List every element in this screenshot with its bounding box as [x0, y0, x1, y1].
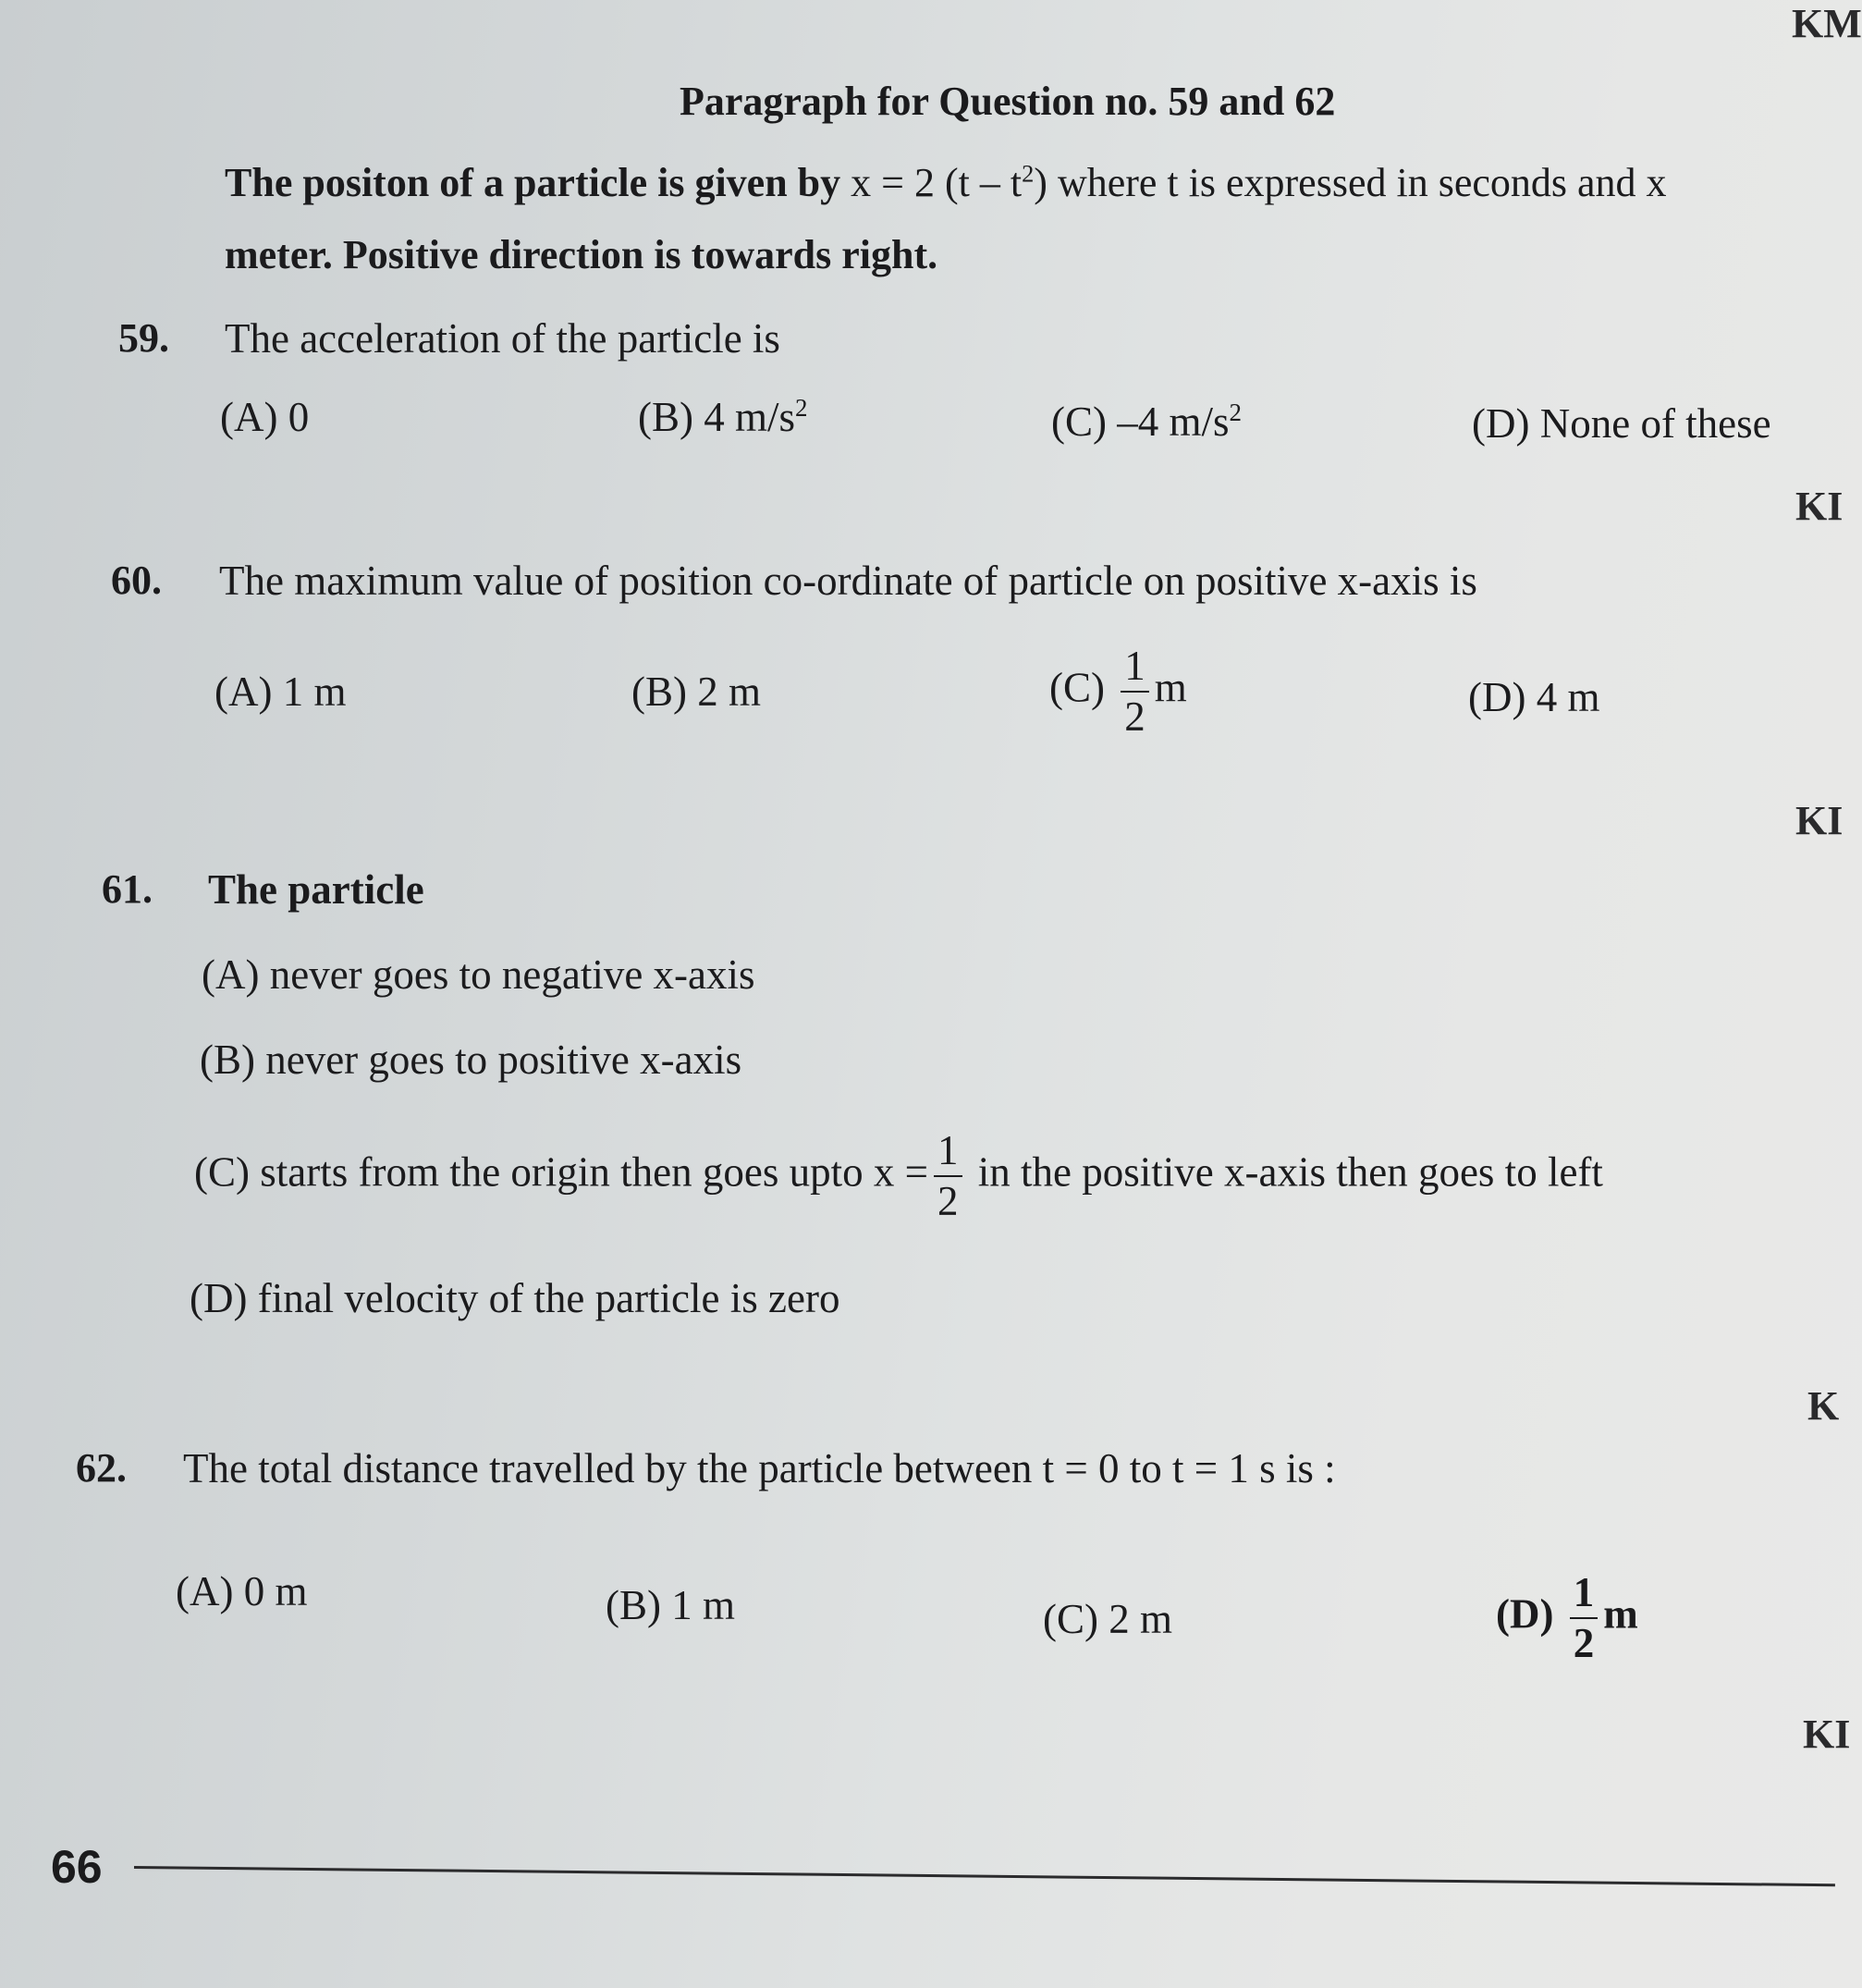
position-formula: x = 2 $(t - t^2)$ — [851, 159, 1047, 205]
option-a: (A) 0 m — [176, 1568, 308, 1614]
paragraph-line-1 — [225, 159, 1667, 206]
option-a: (A) 1 m — [214, 669, 347, 715]
paragraph-intro: The positon of a particle is given by — [225, 160, 841, 205]
question-text: The maximum value of position co-ordinate of particle on positive x-axis is — [219, 558, 1477, 604]
option-a: (A) never goes to negative x-axis — [202, 951, 755, 998]
option-b: (B) 4 $m/s^2$ — [638, 394, 808, 440]
option-d: (D) None of these — [1472, 400, 1771, 447]
footer-rule — [134, 1866, 1835, 1886]
question-text: The acceleration of the particle is — [225, 315, 780, 362]
corner-mark: KI — [1795, 798, 1844, 843]
question-text: The particle — [208, 866, 424, 913]
question-text: The total distance travelled by the particle between t = 0 to t = 1 s is : — [183, 1445, 1336, 1491]
question-number: 62. — [76, 1445, 127, 1491]
corner-mark: K — [1807, 1383, 1840, 1429]
fraction: $\frac{1}{2}$ — [1570, 1572, 1599, 1664]
option-b: (B) 2 m — [631, 669, 761, 715]
paragraph-line-2: meter. Positive direction is towards right. — [225, 232, 938, 277]
option-b: (B) never goes to positive x-axis — [200, 1037, 742, 1083]
paragraph-heading: Paragraph for Question no. 59 and 62 — [680, 79, 1336, 124]
corner-mark: KI — [1795, 484, 1844, 529]
option-c: (C) 2 m — [1043, 1596, 1172, 1642]
page-number: 66 — [51, 1841, 103, 1893]
option-c: (C) starts from the origin then goes upto x = $\frac{1}{2}$ in the positive x-axis then goes to left — [194, 1127, 1603, 1224]
paragraph-tail: where t is expressed in seconds and x — [1057, 160, 1667, 205]
fraction: $\frac{1}{2}$ — [934, 1130, 962, 1222]
option-d: (D) $\frac{1}{2}$ m — [1496, 1569, 1638, 1666]
option-d: (D) final velocity of the particle is zero — [190, 1275, 840, 1321]
corner-mark: KM — [1792, 1, 1862, 46]
fraction: $\frac{1}{2}$ — [1121, 645, 1149, 738]
question-number: 59. — [118, 315, 169, 361]
option-d: (D) 4 m — [1468, 674, 1600, 720]
option-a: (A) 0 — [220, 394, 310, 440]
option-b: (B) 1 m — [606, 1582, 735, 1628]
corner-mark: KI — [1803, 1712, 1851, 1757]
option-c: (C) $\frac{1}{2}$ m — [1049, 643, 1187, 740]
question-number: 60. — [111, 558, 162, 603]
option-c: (C) –4 $m/s^2$ — [1051, 399, 1243, 445]
question-number: 61. — [102, 866, 153, 912]
